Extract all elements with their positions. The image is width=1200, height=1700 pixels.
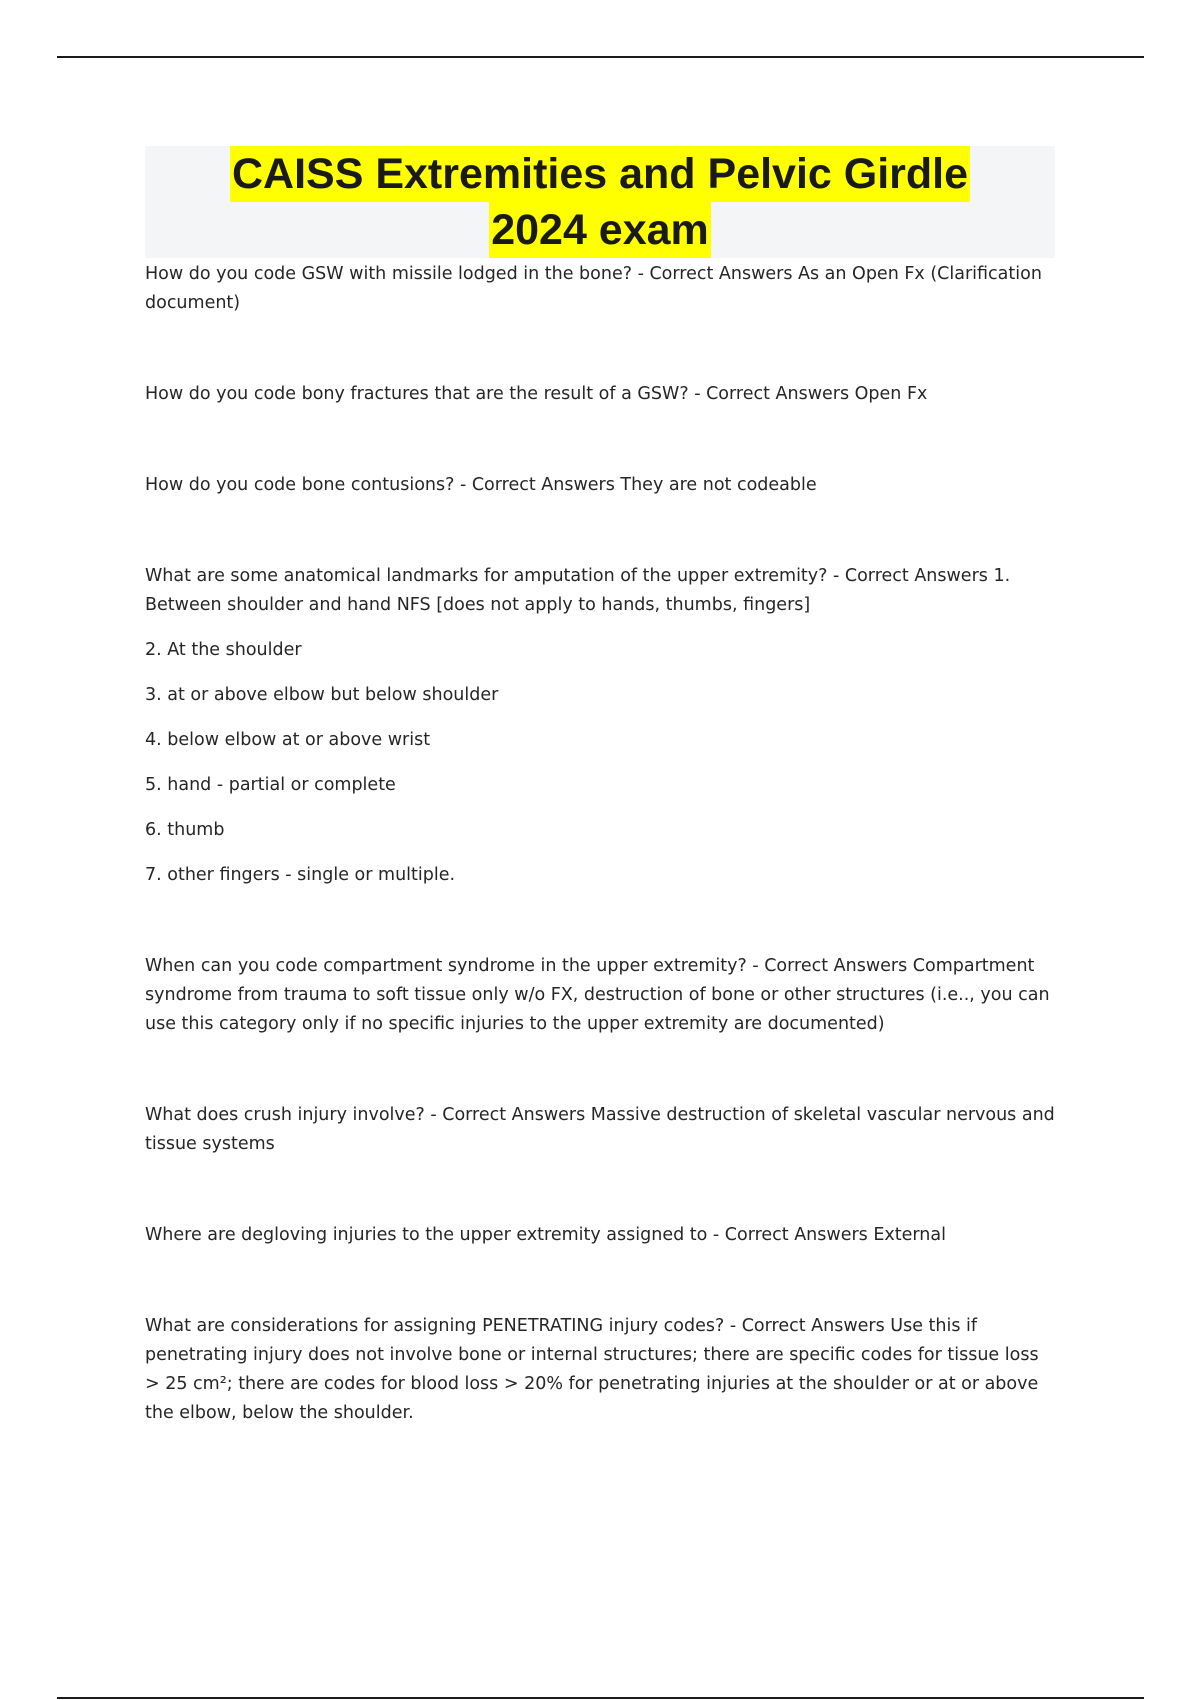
page-title-line-2: 2024 exam	[489, 202, 711, 258]
list-item: 6. thumb	[145, 820, 225, 840]
bottom-rule	[57, 1697, 1144, 1699]
page-title-line-1: CAISS Extremities and Pelvic Girdle	[230, 146, 970, 202]
qa-item-4: What are some anatomical landmarks for amputation of the upper extremity? - Correct Answers 1. Between shoulder and hand NFS [does not apply to hands, thumbs, fingers]	[145, 566, 1011, 615]
title-box	[145, 146, 1055, 258]
qa-item-7: Where are degloving injuries to the upper extremity assigned to - Correct Answers External	[145, 1225, 946, 1245]
qa-item-6: What does crush injury involve? - Correct Answers Massive destruction of skeletal vascular nervous and tissue systems	[145, 1105, 1055, 1154]
qa-item-3: How do you code bone contusions? - Correct Answers They are not codeable	[145, 475, 817, 495]
qa-item-2: How do you code bony fractures that are the result of a GSW? - Correct Answers Open Fx	[145, 384, 928, 404]
qa-item-1: How do you code GSW with missile lodged in the bone? - Correct Answers As an Open Fx (Clarification document)	[145, 264, 1042, 313]
list-item: 2. At the shoulder	[145, 640, 302, 660]
qa-item-8: What are considerations for assigning PENETRATING injury codes? - Correct Answers Use this if penetrating injury does not involve bone or internal structures; there are specific codes for tissue loss > 25 cm²; there are codes for blood loss > 20% for penetrating injuries at the shoulder or at or above the elbow, below the shoulder.	[145, 1316, 1039, 1423]
list-item: 3. at or above elbow but below shoulder	[145, 685, 499, 705]
qa-item-5: When can you code compartment syndrome in the upper extremity? - Correct Answers Compartment syndrome from trauma to soft tissue only w/o FX, destruction of bone or other structures (i.e.., you can use this category only if no specific injuries to the upper extremity are documented)	[145, 956, 1050, 1034]
top-rule	[57, 56, 1144, 58]
document-body	[145, 146, 1055, 1428]
list-item: 5. hand - partial or complete	[145, 775, 396, 795]
list-item: 7. other fingers - single or multiple.	[145, 865, 456, 885]
list-item: 4. below elbow at or above wrist	[145, 730, 431, 750]
